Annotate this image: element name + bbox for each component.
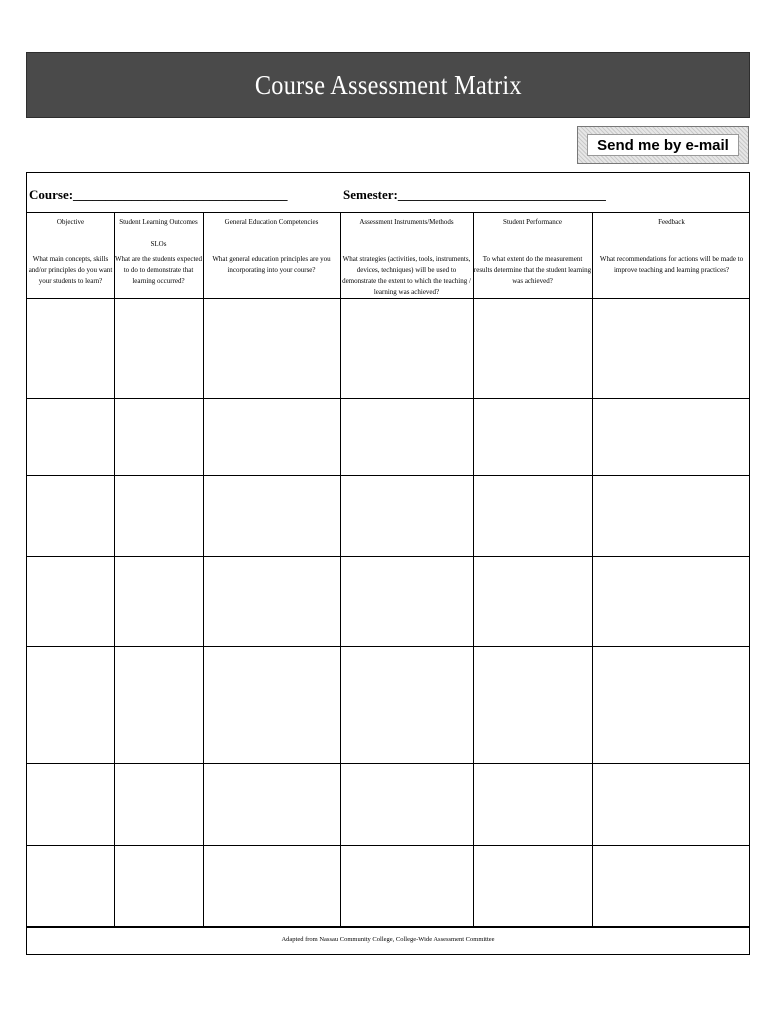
- title-banner: [26, 52, 750, 118]
- row-divider: [27, 475, 749, 476]
- col-question-slo: What are the students expected to do to demonstrate that learning occurred?: [114, 255, 203, 285]
- row-divider: [27, 845, 749, 846]
- row-divider: [27, 398, 749, 399]
- row-divider: [27, 298, 749, 299]
- column-divider: [473, 212, 474, 927]
- col-question-feedback: What recommendations for actions will be made to improve teaching and learning practices?: [599, 255, 744, 274]
- send-email-button[interactable]: [577, 126, 749, 164]
- col-header-feedback: Feedback: [658, 218, 685, 226]
- col-header-slo: Student Learning Outcomes: [119, 218, 198, 226]
- col-header-performance: Student Performance: [503, 218, 562, 226]
- col-question-assessment: What strategies (activities, tools, instruments, devices, techniques) will be used to demonstrate the extent to which the teaching / learning was achieved?: [342, 255, 471, 296]
- course-semester-row: [27, 173, 749, 213]
- column-divider: [340, 212, 341, 927]
- footer-credit: Adapted from Nassau Community College, College-Wide Assessment Committee: [281, 936, 495, 943]
- col-header-objective: Objective: [56, 218, 85, 226]
- col-question-objective: What main concepts, skills and/or principles do you want your students to learn?: [28, 255, 113, 285]
- course-field[interactable]: Course:_________________________________: [29, 187, 288, 202]
- col-question-gen-ed: What general education principles are you incorporating into your course?: [212, 255, 331, 274]
- column-divider: [203, 212, 204, 927]
- col-subheader-slo: SLOs: [150, 240, 167, 248]
- col-question-performance: To what extent do the measurement results determine that the student learning was achieved?: [473, 255, 592, 285]
- semester-field[interactable]: Semester:________________________________: [343, 187, 606, 202]
- column-divider: [114, 212, 115, 927]
- footer-divider: [27, 926, 749, 928]
- col-header-assessment: Assessment Instruments/Methods: [359, 218, 454, 226]
- col-header-gen-ed: General Education Competencies: [224, 218, 319, 226]
- send-email-button-label: Send me by e-mail: [587, 134, 739, 156]
- row-divider: [27, 646, 749, 647]
- row-divider: [27, 763, 749, 764]
- assessment-matrix: [26, 172, 750, 955]
- column-divider: [592, 212, 593, 927]
- page-title: Course Assessment Matrix: [254, 69, 522, 100]
- row-divider: [27, 556, 749, 557]
